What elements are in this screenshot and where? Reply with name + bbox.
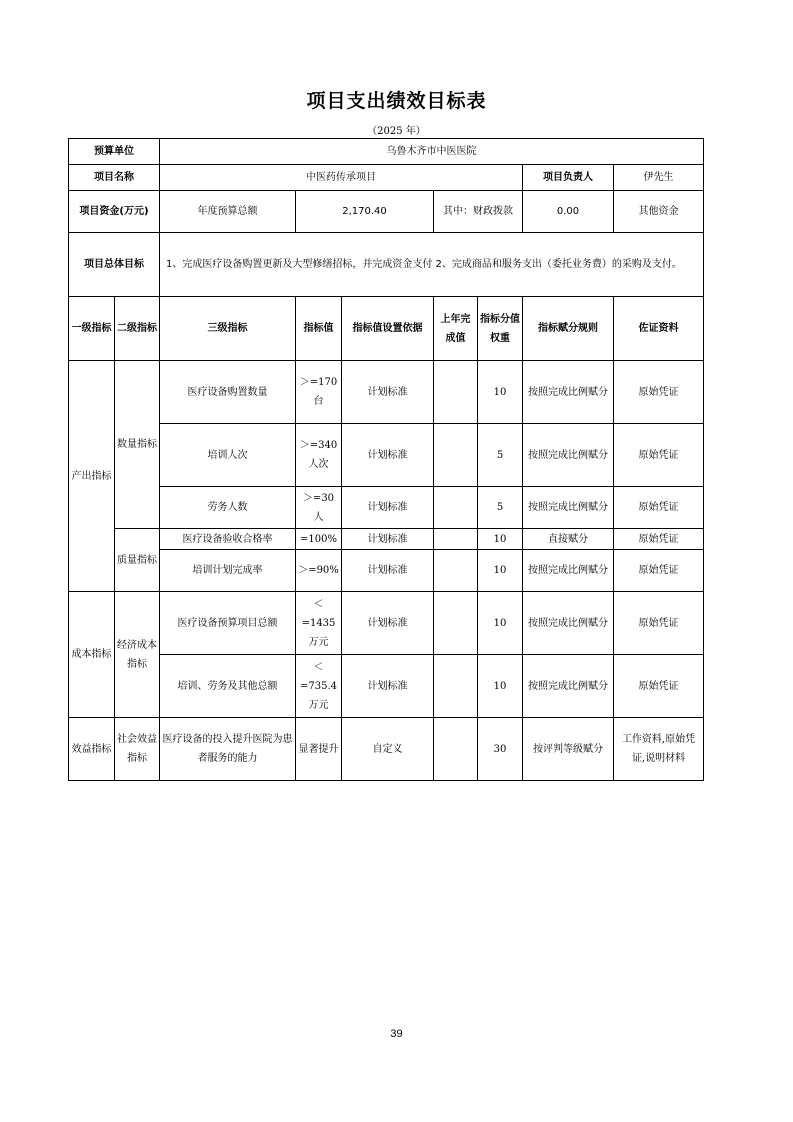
row-rule: 直接赋分 — [523, 529, 614, 550]
row-rule: 按照完成比例赋分 — [523, 487, 614, 529]
row-value: ＞=90% — [296, 550, 342, 592]
row-last-year — [434, 550, 478, 592]
header-last-year: 上年完成值 — [434, 297, 478, 361]
row-value: =100% — [296, 529, 342, 550]
row-value: ＜=1435万元 — [296, 592, 342, 655]
row-rule: 按照完成比例赋分 — [523, 361, 614, 424]
year-label: （2025 年） — [367, 126, 426, 137]
row-last-year — [434, 487, 478, 529]
row-weight: 10 — [478, 550, 523, 592]
fiscal-allocation-value: 0.00 — [523, 191, 614, 233]
page-number: 39 — [390, 1028, 403, 1040]
project-name-row — [69, 165, 704, 191]
row-basis: 计划标准 — [342, 361, 434, 424]
row-weight: 5 — [478, 487, 523, 529]
project-name-value: 中医药传承项目 — [160, 165, 523, 191]
row-name: 培训计划完成率 — [160, 550, 296, 592]
group-cost: 成本指标 — [69, 592, 115, 718]
row-value: ＞=340人次 — [296, 424, 342, 487]
table-row — [69, 655, 704, 718]
row-last-year — [434, 718, 478, 781]
other-funds-label: 其他资金 — [614, 191, 704, 233]
row-rule: 按照完成比例赋分 — [523, 592, 614, 655]
annual-budget-total-label: 年度预算总额 — [160, 191, 296, 233]
budget-unit-value: 乌鲁木齐市中医医院 — [160, 139, 704, 165]
fiscal-allocation-label: 其中：财政拨款 — [434, 191, 523, 233]
overall-goal-text: 1、完成医疗设备购置更新及大型修缮招标，并完成资金支付 2、完成商品和服务支出（委托业务费）的采购及支付。 — [160, 233, 704, 297]
row-rule: 按评判等级赋分 — [523, 718, 614, 781]
row-name: 培训人次 — [160, 424, 296, 487]
table-row — [69, 718, 704, 781]
table-row — [69, 529, 704, 550]
header-scoring-rule: 指标赋分规则 — [523, 297, 614, 361]
row-weight: 10 — [478, 655, 523, 718]
row-last-year — [434, 529, 478, 550]
row-evidence: 工作资料,原始凭证,说明材料 — [614, 718, 704, 781]
row-value: 显著提升 — [296, 718, 342, 781]
row-weight: 30 — [478, 718, 523, 781]
group-economic-cost: 经济成本指标 — [115, 592, 160, 718]
row-value: ＞=30人 — [296, 487, 342, 529]
table-row — [69, 487, 704, 529]
header-weight: 指标分值权重 — [478, 297, 523, 361]
row-last-year — [434, 655, 478, 718]
table-row — [69, 550, 704, 592]
row-basis: 计划标准 — [342, 424, 434, 487]
row-evidence: 原始凭证 — [614, 487, 704, 529]
row-evidence: 原始凭证 — [614, 655, 704, 718]
header-indicator-value: 指标值 — [296, 297, 342, 361]
group-quality: 质量指标 — [115, 529, 160, 592]
header-level3: 三级指标 — [160, 297, 296, 361]
row-evidence: 原始凭证 — [614, 592, 704, 655]
row-basis: 计划标准 — [342, 529, 434, 550]
header-evidence: 佐证资料 — [614, 297, 704, 361]
row-rule: 按照完成比例赋分 — [523, 655, 614, 718]
project-leader-value: 伊先生 — [614, 165, 704, 191]
performance-table — [68, 138, 704, 781]
header-level1: 一级指标 — [69, 297, 115, 361]
row-basis: 计划标准 — [342, 655, 434, 718]
row-name: 医疗设备预算项目总额 — [160, 592, 296, 655]
row-last-year — [434, 361, 478, 424]
row-basis: 自定义 — [342, 718, 434, 781]
row-name: 医疗设备购置数量 — [160, 361, 296, 424]
row-weight: 10 — [478, 529, 523, 550]
table-row — [69, 592, 704, 655]
project-name-label: 项目名称 — [69, 165, 160, 191]
project-leader-label: 项目负责人 — [523, 165, 614, 191]
row-rule: 按照完成比例赋分 — [523, 550, 614, 592]
row-last-year — [434, 592, 478, 655]
row-value: ＞=170台 — [296, 361, 342, 424]
row-weight: 5 — [478, 424, 523, 487]
row-evidence: 原始凭证 — [614, 361, 704, 424]
header-row — [69, 297, 704, 361]
group-quantity: 数量指标 — [115, 361, 160, 529]
row-name: 培训、劳务及其他总额 — [160, 655, 296, 718]
group-benefit: 效益指标 — [69, 718, 115, 781]
project-funds-label: 项目资金(万元) — [69, 191, 160, 233]
table-row — [69, 361, 704, 424]
row-evidence: 原始凭证 — [614, 529, 704, 550]
budget-unit-label: 预算单位 — [69, 139, 160, 165]
row-name: 医疗设备验收合格率 — [160, 529, 296, 550]
table-row — [69, 424, 704, 487]
overall-goal-label: 项目总体目标 — [69, 233, 160, 297]
row-basis: 计划标准 — [342, 487, 434, 529]
row-evidence: 原始凭证 — [614, 550, 704, 592]
row-evidence: 原始凭证 — [614, 424, 704, 487]
header-basis: 指标值设置依据 — [342, 297, 434, 361]
group-social-benefit: 社会效益指标 — [115, 718, 160, 781]
row-name: 劳务人数 — [160, 487, 296, 529]
annual-budget-total-value: 2,170.40 — [296, 191, 434, 233]
row-weight: 10 — [478, 592, 523, 655]
group-output: 产出指标 — [69, 361, 115, 592]
row-value: ＜=735.4万元 — [296, 655, 342, 718]
row-basis: 计划标准 — [342, 550, 434, 592]
header-level2: 二级指标 — [115, 297, 160, 361]
overall-goal-row — [69, 233, 704, 297]
project-funds-row — [69, 191, 704, 233]
row-basis: 计划标准 — [342, 592, 434, 655]
row-name: 医疗设备的投入提升医院为患者服务的能力 — [160, 718, 296, 781]
row-weight: 10 — [478, 361, 523, 424]
row-rule: 按照完成比例赋分 — [523, 424, 614, 487]
budget-unit-row — [69, 139, 704, 165]
row-last-year — [434, 424, 478, 487]
page-title: 项目支出绩效目标表 — [306, 90, 487, 112]
